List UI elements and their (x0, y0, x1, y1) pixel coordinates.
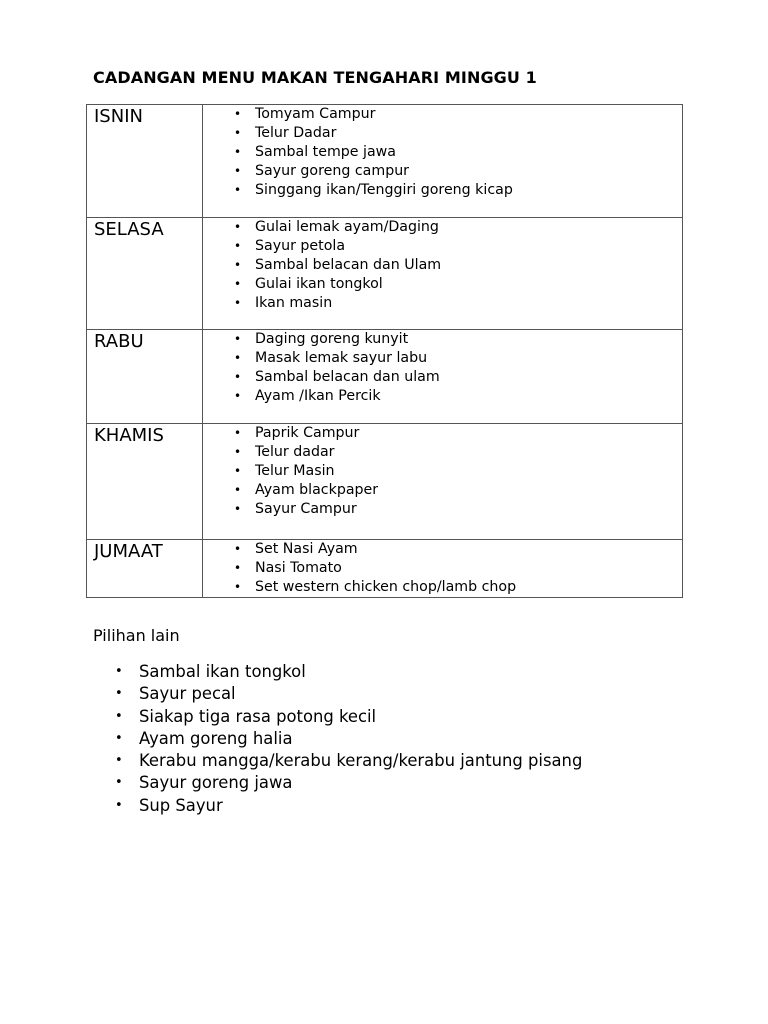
dish-list-rabu (203, 330, 682, 406)
option-label: Kerabu mangga/kerabu kerang/kerabu jantung pisang (139, 751, 583, 771)
bullet-icon: • (115, 753, 123, 769)
dish-item (203, 181, 682, 200)
dish-item (203, 275, 682, 294)
dish-label: Telur dadar (255, 444, 335, 460)
day-name-isnin: ISNIN (94, 106, 143, 127)
dish-item (203, 387, 682, 406)
bullet-icon: • (234, 126, 242, 140)
bullet-icon: • (234, 239, 242, 253)
dish-item (203, 559, 682, 578)
dish-item (203, 143, 682, 162)
dish-item (203, 500, 682, 519)
bullet-icon: • (234, 502, 242, 516)
dish-list-khamis (203, 424, 682, 519)
dish-item (203, 368, 682, 387)
weekly-menu-table (86, 104, 683, 598)
dish-label: Masak lemak sayur labu (255, 350, 428, 366)
option-label: Siakap tiga rasa potong kecil (139, 706, 377, 726)
dish-label: Gulai ikan tongkol (255, 276, 383, 292)
list-item (93, 683, 582, 705)
option-label: Ayam goreng halia (139, 728, 293, 748)
dish-label: Ikan masin (255, 295, 333, 311)
dish-label: Sayur Campur (255, 501, 357, 517)
bullet-icon: • (234, 389, 242, 403)
dish-item (203, 443, 682, 462)
dish-list-selasa (203, 218, 682, 313)
dish-label: Daging goreng kunyit (255, 331, 409, 347)
dish-label: Nasi Tomato (255, 560, 342, 576)
bullet-icon: • (234, 296, 242, 310)
bullet-icon: • (234, 145, 242, 159)
other-options-list (93, 661, 582, 817)
bullet-icon: • (234, 426, 242, 440)
dish-item (203, 294, 682, 313)
dish-item (203, 540, 682, 559)
dish-label: Set Nasi Ayam (255, 541, 358, 557)
day-name-khamis: KHAMIS (94, 425, 164, 446)
dish-cell (203, 218, 683, 330)
dish-label: Sambal belacan dan Ulam (255, 257, 442, 273)
bullet-icon: • (234, 464, 242, 478)
day-cell (87, 424, 203, 540)
other-options-heading: Pilihan lain (93, 626, 180, 645)
dish-item (203, 105, 682, 124)
bullet-icon: • (234, 183, 242, 197)
dish-cell (203, 424, 683, 540)
dish-item (203, 424, 682, 443)
option-label: Sup Sayur (139, 795, 223, 815)
list-item (93, 772, 582, 794)
dish-list-jumaat (203, 540, 682, 597)
dish-cell (203, 540, 683, 598)
dish-label: Set western chicken chop/lamb chop (255, 579, 517, 595)
menu-row-selasa (87, 218, 683, 330)
bullet-icon: • (234, 445, 242, 459)
dish-item (203, 481, 682, 500)
bullet-icon: • (115, 797, 123, 813)
dish-label: Paprik Campur (255, 425, 360, 441)
dish-label: Gulai lemak ayam/Daging (255, 219, 439, 235)
list-item (93, 795, 582, 817)
dish-label: Sambal belacan dan ulam (255, 369, 440, 385)
dish-label: Telur Dadar (255, 125, 337, 141)
bullet-icon: • (115, 708, 123, 724)
bullet-icon: • (234, 332, 242, 346)
list-item (93, 728, 582, 750)
bullet-icon: • (115, 730, 123, 746)
bullet-icon: • (115, 686, 123, 702)
day-cell (87, 540, 203, 598)
dish-cell (203, 330, 683, 424)
option-label: Sayur pecal (139, 684, 236, 704)
day-cell (87, 330, 203, 424)
menu-row-isnin (87, 105, 683, 218)
dish-item (203, 162, 682, 181)
dish-label: Sambal tempe jawa (255, 144, 396, 160)
day-cell (87, 105, 203, 218)
dish-item (203, 578, 682, 597)
bullet-icon: • (234, 351, 242, 365)
dish-list-isnin (203, 105, 682, 200)
dish-label: Telur Masin (255, 463, 335, 479)
list-item (93, 661, 582, 683)
option-label: Sambal ikan tongkol (139, 662, 306, 681)
list-item (93, 750, 582, 772)
document-title: CADANGAN MENU MAKAN TENGAHARI MINGGU 1 (93, 68, 537, 87)
day-name-selasa: SELASA (94, 219, 164, 240)
dish-label: Ayam blackpaper (255, 482, 379, 498)
dish-item (203, 218, 682, 237)
dish-item (203, 124, 682, 143)
option-label: Sayur goreng jawa (139, 773, 293, 793)
bullet-icon: • (115, 775, 123, 791)
bullet-icon: • (234, 542, 242, 556)
dish-item (203, 349, 682, 368)
dish-label: Sayur petola (255, 238, 346, 254)
bullet-icon: • (234, 107, 242, 121)
bullet-icon: • (234, 580, 242, 594)
dish-item (203, 330, 682, 349)
bullet-icon: • (234, 258, 242, 272)
bullet-icon: • (234, 370, 242, 384)
bullet-icon: • (234, 561, 242, 575)
day-cell (87, 218, 203, 330)
day-name-rabu: RABU (94, 331, 144, 352)
bullet-icon: • (234, 164, 242, 178)
bullet-icon: • (234, 483, 242, 497)
bullet-icon: • (234, 277, 242, 291)
dish-label: Singgang ikan/Tenggiri goreng kicap (255, 182, 513, 198)
menu-row-jumaat (87, 540, 683, 598)
dish-label: Ayam /Ikan Percik (255, 388, 381, 404)
dish-item (203, 462, 682, 481)
bullet-icon: • (234, 220, 242, 234)
dish-item (203, 256, 682, 275)
bullet-icon: • (115, 664, 123, 679)
menu-row-rabu (87, 330, 683, 424)
dish-label: Tomyam Campur (255, 106, 376, 122)
dish-item (203, 237, 682, 256)
dish-cell (203, 105, 683, 218)
list-item (93, 706, 582, 728)
dish-label: Sayur goreng campur (255, 163, 410, 179)
menu-row-khamis (87, 424, 683, 540)
day-name-jumaat: JUMAAT (94, 541, 163, 562)
